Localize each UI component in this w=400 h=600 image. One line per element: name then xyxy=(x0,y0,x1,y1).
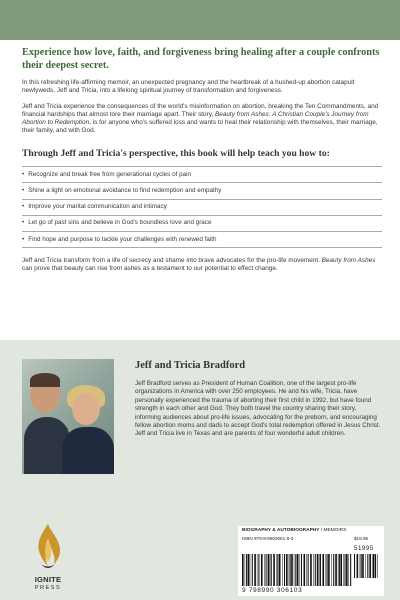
book-title-italic: Beauty from Ashes: A Christian Couple's Journey from Abortion to Redemption xyxy=(22,110,369,127)
story-paragraph xyxy=(22,103,382,136)
book-title-italic: Beauty from Ashes xyxy=(321,257,376,265)
isbn-number: ISBN 979-8-9903061-0-3 xyxy=(242,536,294,541)
top-color-band xyxy=(0,0,400,40)
list-item: • Find hope and purpose to tackle your challenges with renewed faith xyxy=(22,231,382,248)
list-item: • Shine a light on emotional avoidance to find redemption and empathy xyxy=(22,182,382,198)
list-item: • Let go of past sins and believe in God's boundless love and grace xyxy=(22,215,382,231)
book-category xyxy=(242,528,346,533)
author-bio: Jeff Bradford serves as President of Human Coalition, one of the largest pro-life organizations in America with over 250 employees. He and his wife, Tricia, have personally experienced the trauma of aborting their first child in 1992, but have found strength in each other and God. They both travel the country sharing their story, informing audiences about pro-life issues, advocating for the preborn, and encouraging fellow abortion moms and dads to accept God's total redemption offered in Jesus Christ. Jeff and Tricia live in Texas and are parents of four wonderful adult children. xyxy=(135,380,381,438)
barcode-digits: 9 798990 306103 xyxy=(242,587,303,594)
category-sub: / MEMOIRS xyxy=(319,528,347,533)
author-photo xyxy=(22,359,114,474)
list-item: • Improve your marital communication and intimacy xyxy=(22,199,382,215)
flame-icon xyxy=(20,522,76,576)
list-item: • Recognize and break free from generational cycles of pain xyxy=(22,166,382,182)
story-text-end: , is for anyone who's suffered loss and wants to heal their relationship with themselves, their marriage, their family, and with God. xyxy=(22,119,378,135)
barcode-label xyxy=(238,526,384,596)
intro-paragraph: In this refreshing life-affirming memoir, an unexpected pregnancy and the heartbreak of a hushed-up abortion catapult newlyweds, Jeff and Tricia, into a lifelong spiritual journey of transformation and forgiveness. xyxy=(22,79,355,95)
publisher-logo xyxy=(20,522,76,592)
benefits-list xyxy=(22,166,382,248)
category-main: BIOGRAPHY & AUTOBIOGRAPHY xyxy=(242,528,320,533)
back-cover-copy xyxy=(22,46,382,281)
price-barcode xyxy=(354,554,378,578)
book-price: $19.95 xyxy=(354,536,369,541)
closing-text-start: Jeff and Tricia transform from a life of secrecy and shame into brave advocates for the pro-life movement. xyxy=(22,257,322,265)
closing-paragraph xyxy=(22,257,382,274)
publisher-name-main: IGNITE xyxy=(34,575,62,584)
publisher-name xyxy=(20,576,76,592)
story-text-start: Jeff and Tricia experience the consequences of the world's misinformation on abortion, breaking the Ten Commandments, and financial hardships that almost tore their marriage apart. Their story, xyxy=(22,102,379,118)
closing-text-end: can prove that beauty can rise from ashes as a testament to our potential to effect change. xyxy=(22,265,278,273)
isbn-barcode xyxy=(242,554,352,586)
publisher-name-sub: PRESS xyxy=(34,585,62,591)
price-code: 51995 xyxy=(354,545,374,552)
lead-headline: Experience how love, faith, and forgiveness bring healing after a couple confronts their deepest secret. xyxy=(22,47,380,71)
author-section xyxy=(0,340,400,600)
author-name: Jeff and Tricia Bradford xyxy=(135,360,246,371)
benefits-subheading: Through Jeff and Tricia's perspective, this book will help teach you how to: xyxy=(22,147,330,159)
